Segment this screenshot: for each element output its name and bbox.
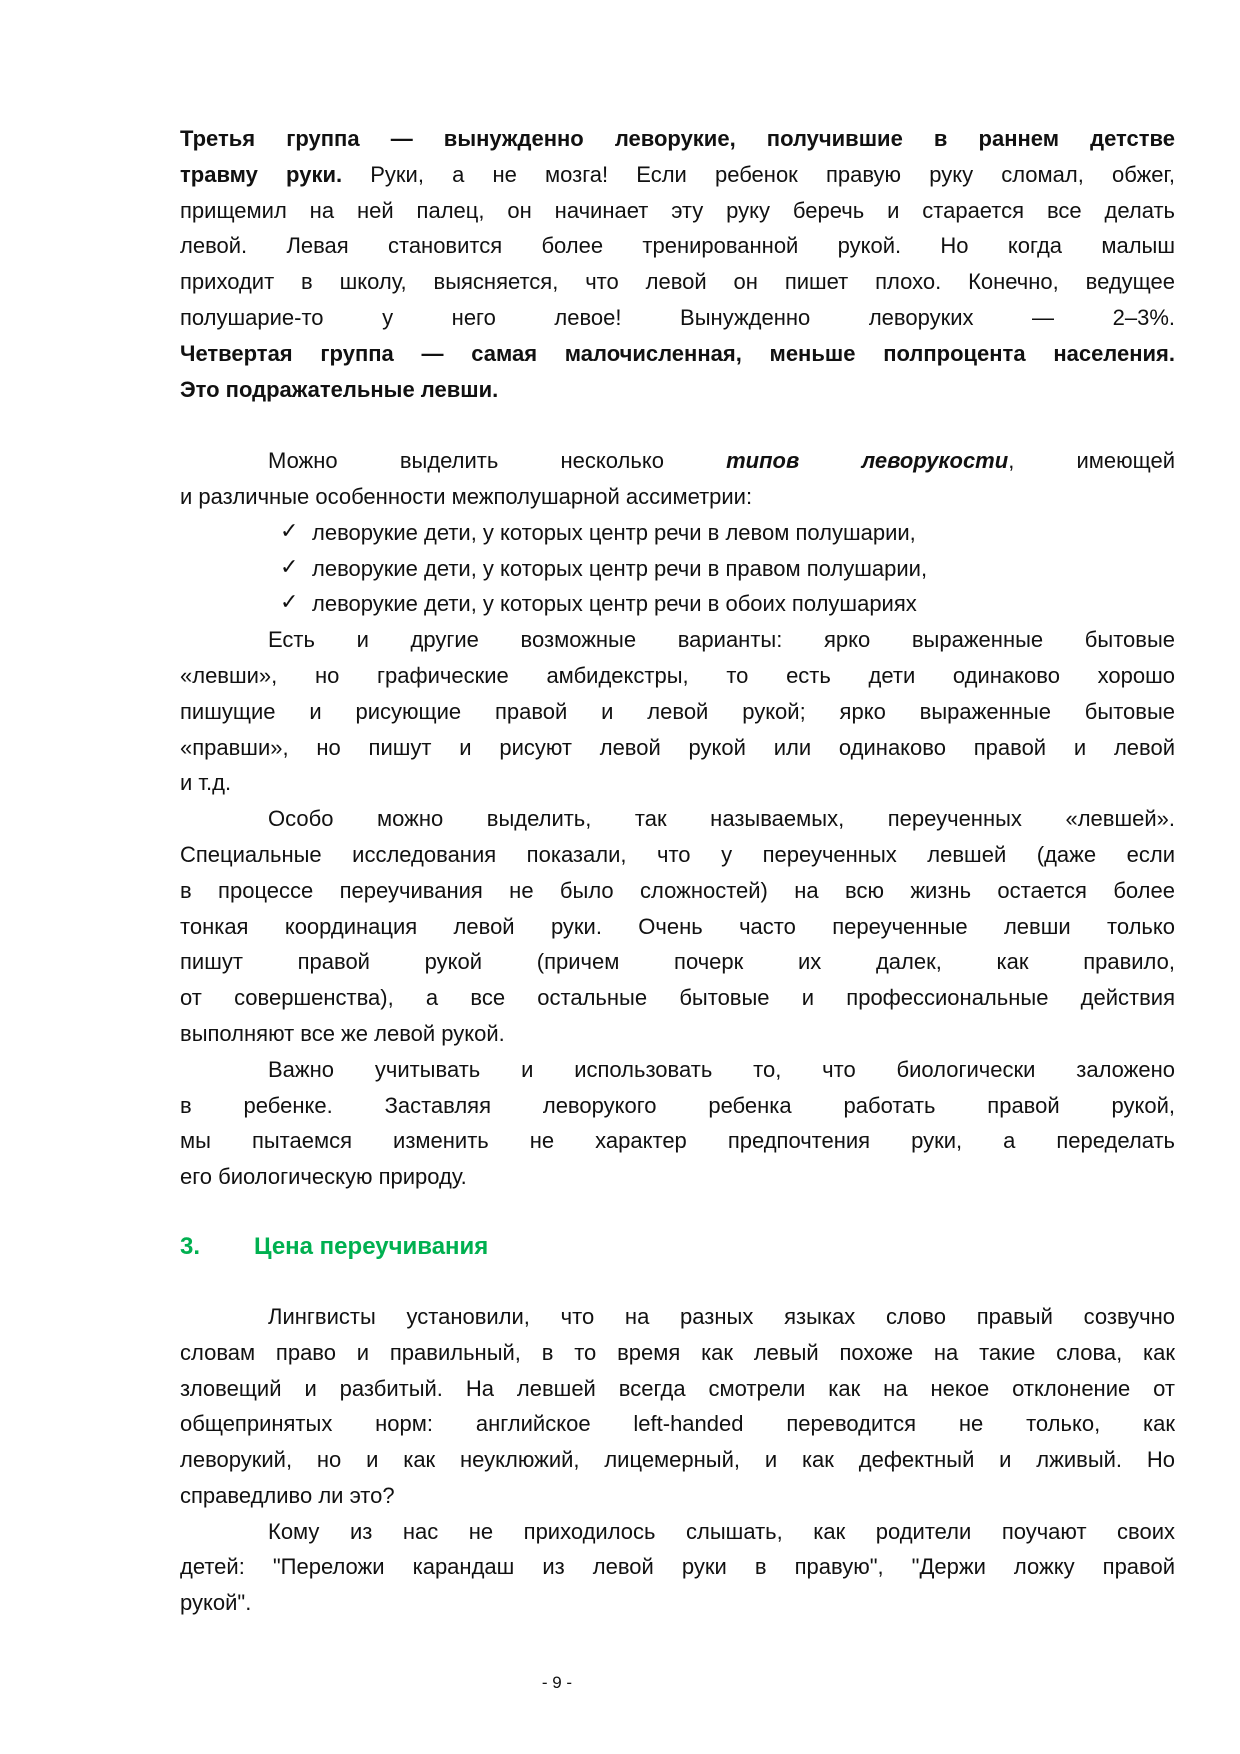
text-line bbox=[180, 1016, 1175, 1052]
text-line bbox=[180, 1442, 1175, 1478]
text: Важно учитывать и использовать то, что биологически заложено bbox=[268, 1056, 1175, 1082]
section-number: 3. bbox=[180, 1232, 201, 1260]
text-line bbox=[180, 694, 1175, 730]
text: полушарие-то у него левое! Вынужденно леворуких — 2–3%. bbox=[180, 304, 1175, 330]
text: мы пытаемся изменить не характер предпочтения руки, а переделать bbox=[180, 1128, 1175, 1154]
text-line bbox=[180, 157, 1175, 193]
text: Есть и другие возможные варианты: ярко выраженные бытовые bbox=[268, 627, 1175, 653]
emphasized-text: травму руки. bbox=[180, 161, 343, 187]
text: Можно выделить несколько bbox=[268, 448, 727, 474]
list-item bbox=[180, 586, 1175, 622]
text-line bbox=[180, 837, 1175, 873]
text: выполняют все же левой рукой. bbox=[180, 1020, 505, 1046]
text: детей: "Переложи карандаш из левой руки в правую", "Держи ложку правой bbox=[180, 1554, 1175, 1580]
text-line bbox=[180, 372, 1175, 408]
text: тонкая координация левой руки. Очень часто переученные левши только bbox=[180, 913, 1175, 939]
text: пишущие и рисующие правой и левой рукой; ярко выраженные бытовые bbox=[180, 698, 1175, 724]
text-line bbox=[180, 443, 1175, 479]
text-line bbox=[180, 1549, 1175, 1585]
text-line bbox=[180, 121, 1175, 157]
checkmark-icon: ✓ bbox=[280, 589, 299, 615]
text-line bbox=[180, 944, 1175, 980]
emphasized-text: Третья группа — вынужденно леворукие, получившие в раннем детстве bbox=[180, 126, 1175, 151]
text: Руки, а не мозга! Если ребенок правую руку сломал, обжег, bbox=[342, 161, 1175, 187]
text: в ребенке. Заставляя леворукого ребенка работать правой рукой, bbox=[180, 1092, 1175, 1118]
text-line bbox=[180, 336, 1175, 372]
text-line bbox=[180, 658, 1175, 694]
text-line bbox=[180, 1335, 1175, 1371]
text: , имеющей bbox=[1008, 448, 1175, 474]
list-item bbox=[180, 551, 1175, 587]
text: леворукие дети, у которых центр речи в обоих полушариях bbox=[312, 591, 917, 617]
text-line bbox=[180, 730, 1175, 766]
page-number: - 9 - bbox=[541, 1673, 573, 1692]
text: приходит в школу, выясняется, что левой он пишет плохо. Конечно, ведущее bbox=[180, 269, 1175, 295]
text: справедливо ли это? bbox=[180, 1482, 395, 1508]
emphasized-text: Это подражательные левши. bbox=[180, 376, 499, 402]
text: его биологическую природу. bbox=[180, 1164, 467, 1190]
text: от совершенства), а все остальные бытовые и профессиональные действия bbox=[180, 985, 1175, 1011]
text-line bbox=[180, 1585, 1175, 1621]
text-line bbox=[180, 264, 1175, 300]
text-line bbox=[180, 801, 1175, 837]
emphasized-text: типов леворукости bbox=[726, 448, 1009, 474]
list-item bbox=[180, 515, 1175, 551]
text-line bbox=[180, 1406, 1175, 1442]
checkmark-icon: ✓ bbox=[280, 517, 299, 543]
text: зловещий и разбитый. На левшей всегда смотрели как на некое отклонение от bbox=[180, 1375, 1175, 1401]
text-line bbox=[180, 909, 1175, 945]
text-line bbox=[180, 300, 1175, 336]
text-line bbox=[180, 193, 1175, 229]
text: пишут правой рукой (причем почерк их далек, как правило, bbox=[180, 949, 1175, 975]
text-line bbox=[180, 873, 1175, 909]
text-line bbox=[180, 1514, 1175, 1550]
text: леворукий, но и как неуклюжий, лицемерный, и как дефектный и лживый. Но bbox=[180, 1447, 1175, 1473]
text: прищемил на ней палец, он начинает эту руку беречь и старается все делать bbox=[180, 197, 1175, 223]
text-line bbox=[180, 1123, 1175, 1159]
text-line bbox=[180, 1052, 1175, 1088]
text-line bbox=[180, 1088, 1175, 1124]
text: Особо можно выделить, так называемых, переученных «левшей». bbox=[268, 806, 1175, 832]
text-line bbox=[180, 479, 1175, 515]
text-line bbox=[180, 1371, 1175, 1407]
text-line bbox=[180, 228, 1175, 264]
text: и различные особенности межполушарной ассиметрии: bbox=[180, 483, 753, 509]
text: «левши», но графические амбидекстры, то есть дети одинаково хорошо bbox=[180, 662, 1175, 688]
text-line bbox=[180, 765, 1175, 801]
text-line bbox=[180, 980, 1175, 1016]
paragraph-block bbox=[180, 1299, 1175, 1621]
emphasized-text: Четвертая группа — самая малочисленная, меньше полпроцента населения. bbox=[180, 340, 1175, 366]
text-line bbox=[180, 1159, 1175, 1195]
text-line bbox=[180, 1478, 1175, 1514]
text: Лингвисты установили, что на разных языках слово правый созвучно bbox=[268, 1303, 1175, 1329]
text: словам право и правильный, в то время как левый похоже на такие слова, как bbox=[180, 1339, 1175, 1365]
text: в процессе переучивания не было сложностей) на всю жизнь остается более bbox=[180, 877, 1175, 903]
text: общепринятых норм: английское left-handed переводится не только, как bbox=[180, 1411, 1175, 1437]
text: леворукие дети, у которых центр речи в правом полушарии, bbox=[312, 555, 928, 581]
text-line bbox=[180, 622, 1175, 658]
text-line bbox=[180, 1299, 1175, 1335]
text: и т.д. bbox=[180, 770, 232, 796]
paragraph-block bbox=[180, 121, 1175, 407]
text: рукой". bbox=[180, 1590, 252, 1616]
checkmark-icon: ✓ bbox=[280, 553, 299, 579]
text: левой. Левая становится более тренированной рукой. Но когда малыш bbox=[180, 233, 1175, 259]
document-body bbox=[180, 121, 1175, 1621]
text: Кому из нас не приходилось слышать, как родители поучают своих bbox=[268, 1518, 1175, 1544]
paragraph-block bbox=[180, 443, 1175, 1195]
section-heading bbox=[180, 1225, 1175, 1269]
text: «правши», но пишут и рисуют левой рукой или одинаково правой и левой bbox=[180, 734, 1175, 760]
section-title: Цена переучивания bbox=[254, 1232, 489, 1260]
text: Специальные исследования показали, что у переученных левшей (даже если bbox=[180, 841, 1175, 867]
text: леворукие дети, у которых центр речи в левом полушарии, bbox=[312, 519, 916, 545]
